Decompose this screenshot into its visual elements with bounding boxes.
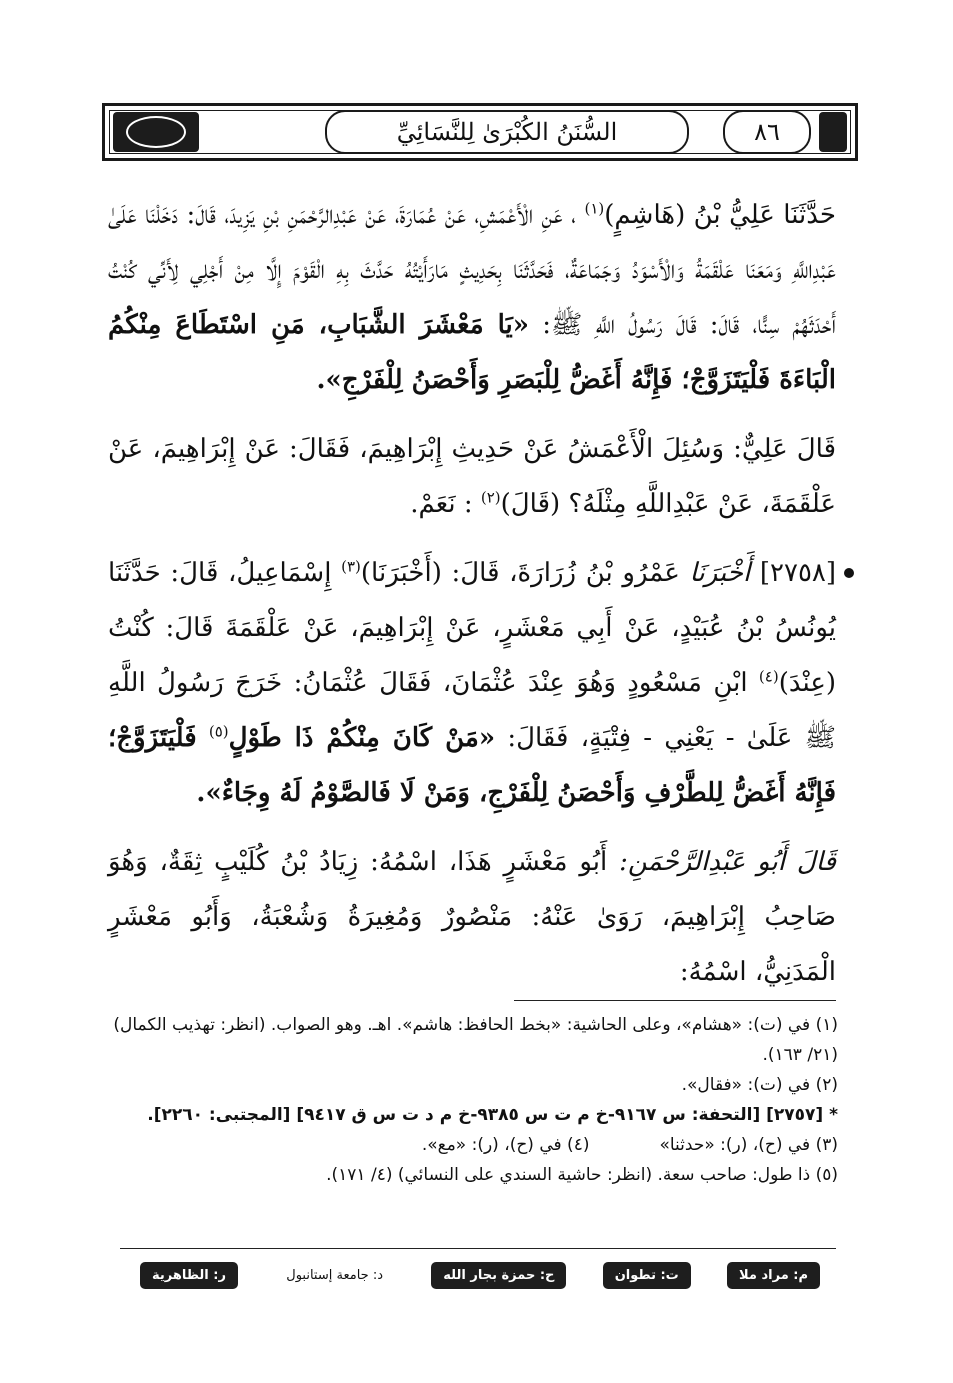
paragraph-4 [108,835,836,1000]
footnote-ref: (٤) [758,667,779,686]
hadith-number: [٢٧٥٨] [759,558,837,588]
akhbarana-word: أَخْبَرَنَا [689,558,751,588]
text-segment: حَدَّثَنَا عَلِيُّ بْنُ (هَاشِمٍ) [604,200,836,230]
paragraph-2 [108,422,836,532]
footnote-ref: (٢) [480,488,501,507]
text-segment: عَمْرُو بْنُ زُرَارَةَ، قَالَ: (أَخْبَرَنَا) [360,558,680,588]
footnote-ref: (٣) [341,557,361,576]
hadith-text: «مَنْ كَانَ مِنْكُمْ ذَا طَوْلٍ [228,723,496,753]
book-emblem-icon [126,116,186,148]
page-number: ٨٦ [723,110,811,154]
text-segment: ، عَنِ الْأَعْمَشِ، عَنْ عُمَارَةَ، عَنْ عَبْدِالرَّحْمَنِ بْنِ يَزِيدَ، قَالَ: دَخَلْنَا عَلَىٰ عَبْدِاللَّهِ وَمَعَنَا عَلْقَمَةُ وَالْأَسْوَدُ وَجَمَاعَةٌ، فَحَدَّثَنَا بِحَدِيثٍ مَارَأَيْتُهُ حَدَّثَ بِهِ الْقَوْمَ إِلَّا مِنْ أَجْلِي لِأَنِّي كُنْتُ أَحْدَثَهُمْ سِنًّا، قَالَ: قَالَ رَسُولُ اللَّهِ ﷺ: [108,200,836,340]
footnotes [108,1010,838,1190]
header-ornament-left [113,112,199,152]
author-label: قَالَ أَبُو عَبْدِالرَّحْمَنِ: [619,847,836,877]
siglum-r: ر: الظاهرية [140,1262,238,1289]
text-segment: ابْنِ مَسْعُودٍ وَهُوَ عِنْدَ عُثْمَانَ، فَقَالَ عُثْمَانُ: خَرَجَ رَسُولُ اللَّهِ ﷺ عَلَىٰ - يَعْنِي - فِتْيَةٍ، فَقَالَ: [108,668,837,753]
footnote-1: (١) في (ت): «هشام»، وعلى الحاشية: «بخط الحافظ: هاشم». اهـ. وهو الصواب. (انظر: تهذيب الكمال) (٢١/ ١٦٣). [113,1015,838,1065]
footnote-ref: (١) [584,199,605,218]
paragraph-1 [108,188,836,408]
text-segment: : نَعَمْ. [410,489,473,519]
siglum-m: م: مراد ملا [727,1262,820,1289]
footnote-5: (٥) ذا طول: صاحب سعة. (انظر: حاشية السندي على النسائي) (٤/ ١٧١). [326,1165,838,1185]
footnote-2: (٢) في (ت): «فقال». [681,1075,838,1095]
book-title: السُّنَنُ الكُبْرَىٰ لِلنَّسَائِيِّ [325,110,689,154]
paragraph-3 [108,546,836,821]
page-header [102,103,858,161]
text-segment: إِسْمَاعِيلُ، قَالَ: حَدَّثَنَا يُونُسُ بْنُ عُبَيْدٍ، عَنْ أَبِي مَعْشَرٍ، عَنْ إِبْرَاهِيمَ، عَنْ عَلْقَمَةَ قَالَ: كُنْتُ (عِنْدَ) [108,558,836,698]
siglum-t: ت: تطوان [603,1262,691,1289]
main-text [108,188,836,1014]
bottom-divider [120,1248,836,1249]
footnote-row [108,1130,838,1160]
manuscript-sigla [140,1258,820,1292]
footnote-ref: (٥) [208,722,229,741]
header-ornament-right [819,112,847,152]
bullet-icon [844,568,854,578]
text-segment: أَبُو مَعْشَرٍ هَذَا، اسْمُهُ: زِيَادُ بْنُ كُلَيْبٍ ثِقَةٌ، وَهُوَ صَاحِبُ إِبْرَاهِيمَ، رَوَىٰ عَنْهُ: مَنْصُورٌ وَمُغِيرَةُ وَشُعْبَةُ، وَأَبُو مَعْشَرٍ الْمَدَنِيُّ، اسْمُهُ: [108,847,836,987]
text-segment: قَالَ عَلِيٌّ: وَسُئِلَ الْأَعْمَشُ عَنْ حَدِيثِ إِبْرَاهِيمَ، فَقَالَ: عَنْ إِبْرَاهِيمَ، عَنْ عَلْقَمَةَ، عَنْ عَبْدِاللَّهِ مِثْلَهُ؟ (قَالَ) [108,434,836,519]
siglum-h: ح: حمزة بجار الله [431,1262,566,1289]
siglum-d: د: جامعة إستانبول [286,1267,383,1283]
tahfa-reference: * [٢٧٥٧] [التحفة: س ٩١٦٧-خ م ت س ٩٣٨٥-خ م د ت س ق ٩٤١٧] [المجتبى: ٢٢٦٠]. [147,1105,838,1125]
hadith-text: فَلْيَتَزَوَّجْ؛ فَإِنَّهُ أَغَضُّ لِلطَّرْفِ وَأَحْصَنُ لِلْفَرْجِ، وَمَنْ لَا فَالصَّوْمُ لَهُ وِجَاءٌ». [108,723,836,808]
footnote-3: (٣) في (ح)، (ر): «حدثنا» [659,1135,838,1155]
hadith-text: «يَا مَعْشَرَ الشَّبَابِ، مَنِ اسْتَطَاعَ مِنْكُمُ الْبَاءَةَ فَلْيَتَزَوَّجْ؛ فَإِنَّهُ أَغَضُّ لِلْبَصَرِ وَأَحْصَنُ لِلْفَرْجِ». [108,310,836,395]
footnote-4: (٤) في (ح)، (ر): «مع». [421,1135,590,1155]
footnote-divider [514,1000,836,1001]
